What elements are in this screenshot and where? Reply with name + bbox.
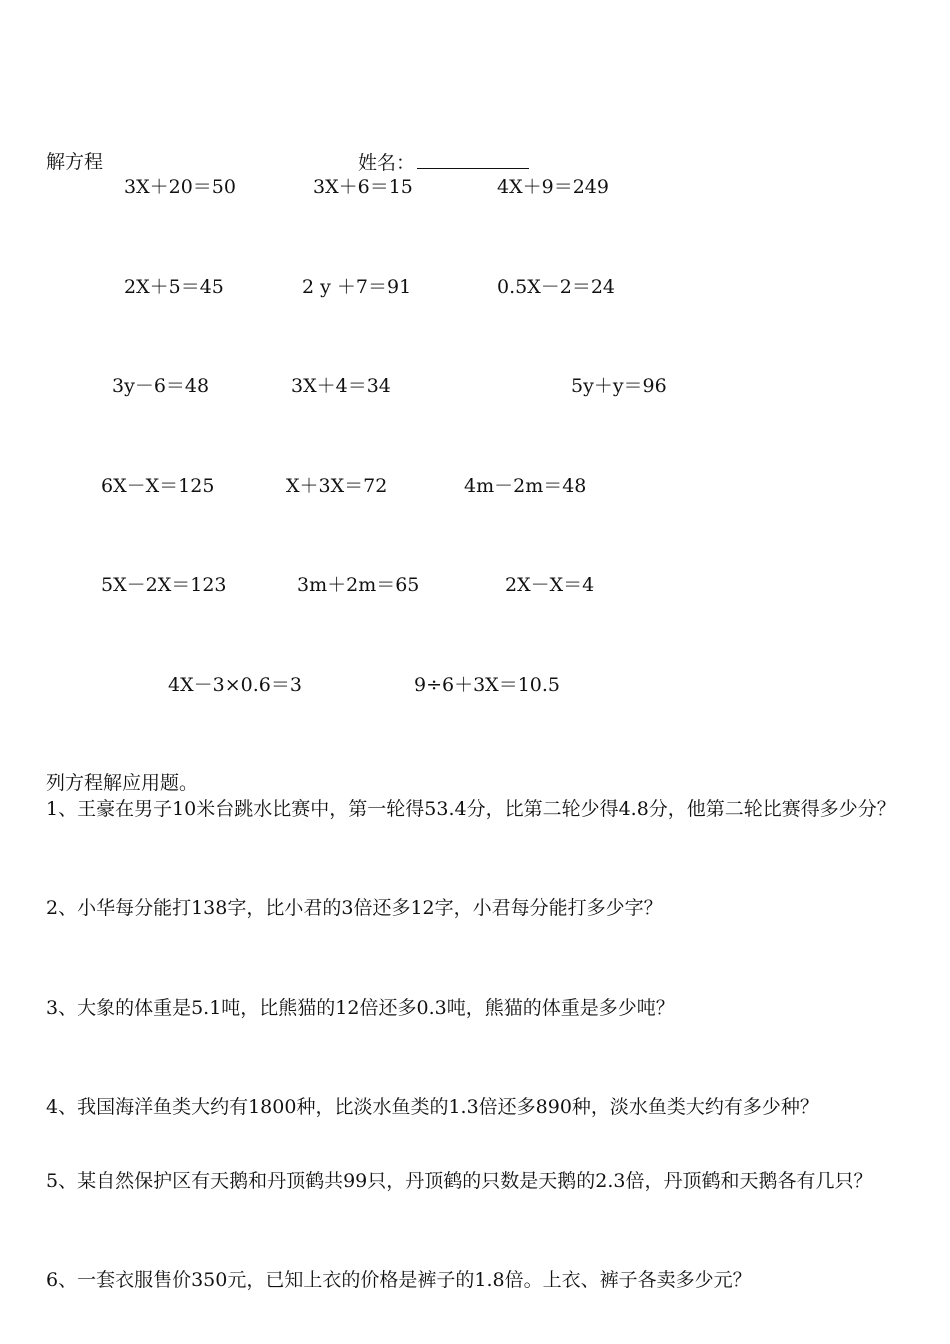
name-field[interactable] [358, 150, 529, 175]
equation: 5X－2X＝123 [101, 574, 227, 596]
word-problems-heading: 列方程解应用题。 [46, 772, 199, 794]
equation: 3X＋20＝50 [124, 176, 236, 198]
equation: 4m－2m＝48 [464, 475, 587, 497]
equation: 2X－X＝4 [505, 574, 595, 596]
word-problem: 6、一套衣服售价350元，已知上衣的价格是裤子的1.8倍。上衣、裤子各卖多少元？ [46, 1269, 752, 1291]
name-blank-line[interactable] [417, 150, 529, 169]
equation: 3X＋4＝34 [291, 375, 391, 397]
word-problem: 2、小华每分能打138字，比小君的3倍还多12字，小君每分能打多少字？ [46, 897, 663, 919]
equation: 2 y ＋7＝91 [302, 276, 412, 298]
word-problem: 5、某自然保护区有天鹅和丹顶鹤共99只，丹顶鹤的只数是天鹅的2.3倍，丹顶鹤和天鹅各有几只？ [46, 1170, 873, 1192]
equation: 3X＋6＝15 [313, 176, 413, 198]
equation: 6X－X＝125 [101, 475, 215, 497]
equation: X＋3X＝72 [286, 475, 388, 497]
worksheet-title: 解方程 [46, 151, 104, 173]
equation: 4X－3×0.6＝3 [168, 674, 302, 696]
word-problem: 3、大象的体重是5.1吨，比熊猫的12倍还多0.3吨，熊猫的体重是多少吨？ [46, 997, 675, 1019]
equation: 0.5X－2＝24 [497, 276, 616, 298]
equation: 9÷6＋3X＝10.5 [414, 674, 561, 696]
name-label: 姓名： [358, 152, 416, 174]
word-problem: 1、王豪在男子10米台跳水比赛中，第一轮得53.4分，比第二轮少得4.8分，他第二轮比赛得多少分？ [46, 798, 896, 820]
equation: 3m＋2m＝65 [297, 574, 420, 596]
word-problem: 4、我国海洋鱼类大约有1800种，比淡水鱼类的1.3倍还多890种，淡水鱼类大约有多少种？ [46, 1096, 819, 1118]
equation: 5y＋y＝96 [571, 375, 667, 397]
equation: 3y－6＝48 [112, 375, 210, 397]
equation: 4X＋9＝249 [497, 176, 609, 198]
equation: 2X＋5＝45 [124, 276, 224, 298]
